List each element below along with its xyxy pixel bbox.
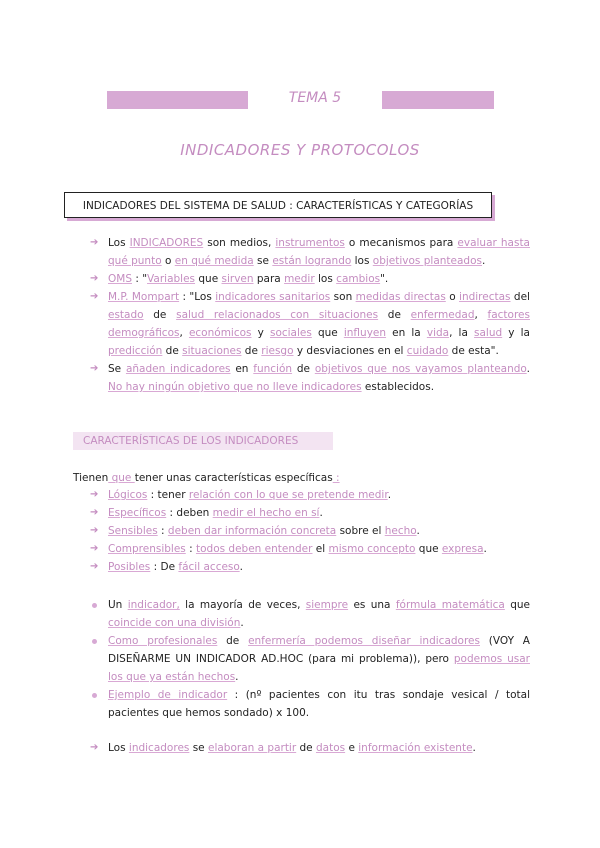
plain-text: . bbox=[235, 671, 239, 683]
highlighted-term: mismo concepto bbox=[328, 543, 416, 555]
highlighted-term: indirectas bbox=[459, 291, 511, 303]
plain-text: para bbox=[253, 273, 285, 285]
plain-text: que bbox=[504, 599, 531, 611]
highlighted-term: No hay ningún objetivo que no lleve indicadores bbox=[108, 381, 362, 393]
highlighted-term: situaciones bbox=[182, 345, 242, 357]
highlighted-term: relación con lo que se pretende medir bbox=[188, 489, 388, 501]
highlighted-term: salud relacionados con situaciones bbox=[176, 309, 379, 321]
plain-text: que bbox=[311, 327, 344, 339]
plain-text: . bbox=[319, 507, 323, 519]
plain-text: el bbox=[312, 543, 329, 555]
plain-text: ". bbox=[380, 273, 389, 285]
highlighted-term: Posibles bbox=[108, 561, 151, 573]
highlighted-term: OMS bbox=[108, 273, 132, 285]
highlighted-term: sociales bbox=[269, 327, 312, 339]
plain-text: o mecanismos para bbox=[344, 237, 458, 249]
highlighted-term: Variables bbox=[147, 273, 196, 285]
plain-text: e bbox=[345, 742, 359, 754]
highlighted-term: objetivos que nos vayamos planteando bbox=[314, 363, 527, 375]
plain-text: o bbox=[161, 255, 175, 267]
highlighted-term: fácil acceso bbox=[178, 561, 240, 573]
plain-text: . bbox=[482, 255, 486, 267]
plain-text: se bbox=[253, 255, 273, 267]
highlighted-term: influyen bbox=[343, 327, 387, 339]
list-item bbox=[90, 486, 510, 504]
highlighted-term: medidas directas bbox=[355, 291, 446, 303]
plain-text: es una bbox=[348, 599, 396, 611]
highlighted-term: información existente bbox=[358, 742, 473, 754]
plain-text: . bbox=[472, 742, 476, 754]
highlighted-term: enfermedad bbox=[410, 309, 475, 321]
highlighted-term: predicción bbox=[108, 345, 163, 357]
plain-text: de bbox=[143, 309, 177, 321]
plain-text: o bbox=[445, 291, 460, 303]
highlighted-term: medir el hecho en sí bbox=[212, 507, 320, 519]
list-item bbox=[90, 288, 530, 360]
plain-text: , bbox=[179, 327, 189, 339]
highlighted-term: M.P. Mompart bbox=[108, 291, 180, 303]
page-title: INDICADORES Y PROTOCOLOS bbox=[180, 141, 420, 159]
list-item bbox=[90, 504, 510, 522]
plain-text: Los bbox=[108, 742, 129, 754]
highlighted-term: Ejemplo de indicador bbox=[108, 689, 228, 701]
highlighted-term: salud bbox=[474, 327, 503, 339]
definitions-list bbox=[90, 234, 530, 396]
plain-text: la mayoría de veces, bbox=[179, 599, 306, 611]
plain-text: los bbox=[314, 273, 337, 285]
highlighted-term: riesgo bbox=[261, 345, 294, 357]
plain-text: que bbox=[195, 273, 222, 285]
section-title: INDICADORES DEL SISTEMA DE SALUD : CARACTERÍSTICAS Y CATEGORÍAS bbox=[64, 192, 492, 218]
highlighted-term: indicadores sanitarios bbox=[215, 291, 331, 303]
plain-text: y bbox=[251, 327, 270, 339]
highlighted-term: función bbox=[253, 363, 293, 375]
characteristics-intro bbox=[73, 469, 340, 487]
header-band-right bbox=[382, 91, 494, 109]
highlighted-term: cambios bbox=[336, 273, 381, 285]
plain-text: : deben bbox=[166, 507, 213, 519]
closing-list bbox=[90, 739, 530, 757]
highlighted-term: estado bbox=[108, 309, 144, 321]
plain-text: y la bbox=[502, 327, 530, 339]
plain-text: se bbox=[189, 742, 208, 754]
highlighted-term: podemos usar los que ya están hechos bbox=[108, 653, 530, 683]
list-item bbox=[90, 686, 530, 722]
plain-text: de bbox=[296, 742, 316, 754]
plain-text: sobre el bbox=[336, 525, 385, 537]
highlighted-term: indicador, bbox=[127, 599, 180, 611]
highlighted-term: elaboran a partir bbox=[207, 742, 297, 754]
highlighted-term: factores demográficos bbox=[108, 309, 530, 339]
highlighted-term: objetivos planteados bbox=[372, 255, 482, 267]
list-item bbox=[90, 360, 530, 396]
list-item bbox=[90, 739, 530, 757]
plain-text: del bbox=[510, 291, 530, 303]
highlighted-term: medir bbox=[284, 273, 315, 285]
plain-text: Un bbox=[108, 599, 128, 611]
highlighted-term: añaden indicadores bbox=[125, 363, 231, 375]
highlighted-term: instrumentos bbox=[275, 237, 345, 249]
plain-text: Tienen bbox=[73, 472, 109, 484]
highlighted-term: INDICADORES bbox=[129, 237, 204, 249]
highlighted-term: económicos bbox=[188, 327, 252, 339]
highlighted-term: hecho bbox=[384, 525, 417, 537]
highlighted-term: coincide con una división bbox=[108, 617, 241, 629]
plain-text: son medios, bbox=[203, 237, 276, 249]
highlighted-term: en qué medida bbox=[174, 255, 254, 267]
plain-text: de bbox=[162, 345, 183, 357]
plain-text: . bbox=[387, 489, 392, 501]
plain-text: , bbox=[474, 309, 488, 321]
plain-text: : (nº pacientes con itu tras sondaje vesical / total pacientes que hemos sondado) x 100. bbox=[108, 689, 530, 719]
plain-text: . bbox=[240, 617, 244, 629]
characteristics-list bbox=[90, 486, 510, 576]
highlighted-term: vida bbox=[426, 327, 450, 339]
plain-text: . bbox=[239, 561, 243, 573]
plain-text: : "Los bbox=[179, 291, 216, 303]
list-item bbox=[90, 234, 530, 270]
highlighted-term: todos deben entender bbox=[195, 543, 313, 555]
highlighted-term: que bbox=[108, 472, 135, 484]
plain-text: . bbox=[416, 525, 420, 537]
highlighted-term: : bbox=[332, 472, 340, 484]
highlighted-term: expresa bbox=[441, 543, 484, 555]
highlighted-term: Lógicos bbox=[108, 489, 148, 501]
highlighted-term: cuidado bbox=[406, 345, 449, 357]
highlighted-term: Sensibles bbox=[108, 525, 158, 537]
plain-text: . bbox=[526, 363, 530, 375]
highlighted-term: están logrando bbox=[272, 255, 352, 267]
plain-text: en la bbox=[386, 327, 427, 339]
highlighted-term: sirven bbox=[221, 273, 254, 285]
notes-list bbox=[90, 596, 530, 722]
highlighted-term: fórmula matemática bbox=[395, 599, 505, 611]
plain-text: (VOY A DISEÑARME UN INDICADOR AD.HOC (para mi problema)), pero bbox=[108, 635, 530, 665]
plain-text: de esta". bbox=[448, 345, 499, 357]
plain-text: que bbox=[415, 543, 442, 555]
plain-text: : bbox=[185, 543, 196, 555]
plain-text: Los bbox=[108, 237, 130, 249]
plain-text: en bbox=[230, 363, 254, 375]
plain-text: son bbox=[330, 291, 356, 303]
list-item bbox=[90, 558, 510, 576]
plain-text: de bbox=[217, 635, 249, 647]
plain-text: : De bbox=[150, 561, 179, 573]
plain-text: de bbox=[292, 363, 315, 375]
plain-text: los bbox=[351, 255, 373, 267]
plain-text: y desviaciones en el bbox=[293, 345, 407, 357]
list-item bbox=[90, 596, 530, 632]
plain-text: de bbox=[378, 309, 411, 321]
highlighted-term: Como profesionales bbox=[108, 635, 218, 647]
highlighted-term: siempre bbox=[305, 599, 349, 611]
plain-text: establecidos. bbox=[361, 381, 435, 393]
subsection-title: CARACTERÍSTICAS DE LOS INDICADORES bbox=[73, 432, 333, 450]
header-band-left bbox=[107, 91, 248, 109]
highlighted-term: deben dar información concreta bbox=[167, 525, 337, 537]
plain-text: : " bbox=[132, 273, 148, 285]
list-item bbox=[90, 522, 510, 540]
list-item bbox=[90, 540, 510, 558]
tema-label: TEMA 5 bbox=[288, 90, 342, 106]
plain-text: de bbox=[241, 345, 262, 357]
plain-text: , la bbox=[449, 327, 475, 339]
highlighted-term: enfermería podemos diseñar indicadores bbox=[248, 635, 480, 647]
highlighted-term: indicadores bbox=[128, 742, 190, 754]
list-item bbox=[90, 632, 530, 686]
plain-text: tener unas características específicas bbox=[134, 472, 333, 484]
plain-text: : tener bbox=[147, 489, 189, 501]
highlighted-term: datos bbox=[315, 742, 346, 754]
plain-text: Se bbox=[108, 363, 126, 375]
highlighted-term: Específicos bbox=[108, 507, 167, 519]
highlighted-term: Comprensibles bbox=[108, 543, 186, 555]
plain-text: . bbox=[483, 543, 487, 555]
list-item bbox=[90, 270, 530, 288]
plain-text: : bbox=[157, 525, 168, 537]
highlighted-term: evaluar hasta qué punto bbox=[108, 237, 530, 267]
